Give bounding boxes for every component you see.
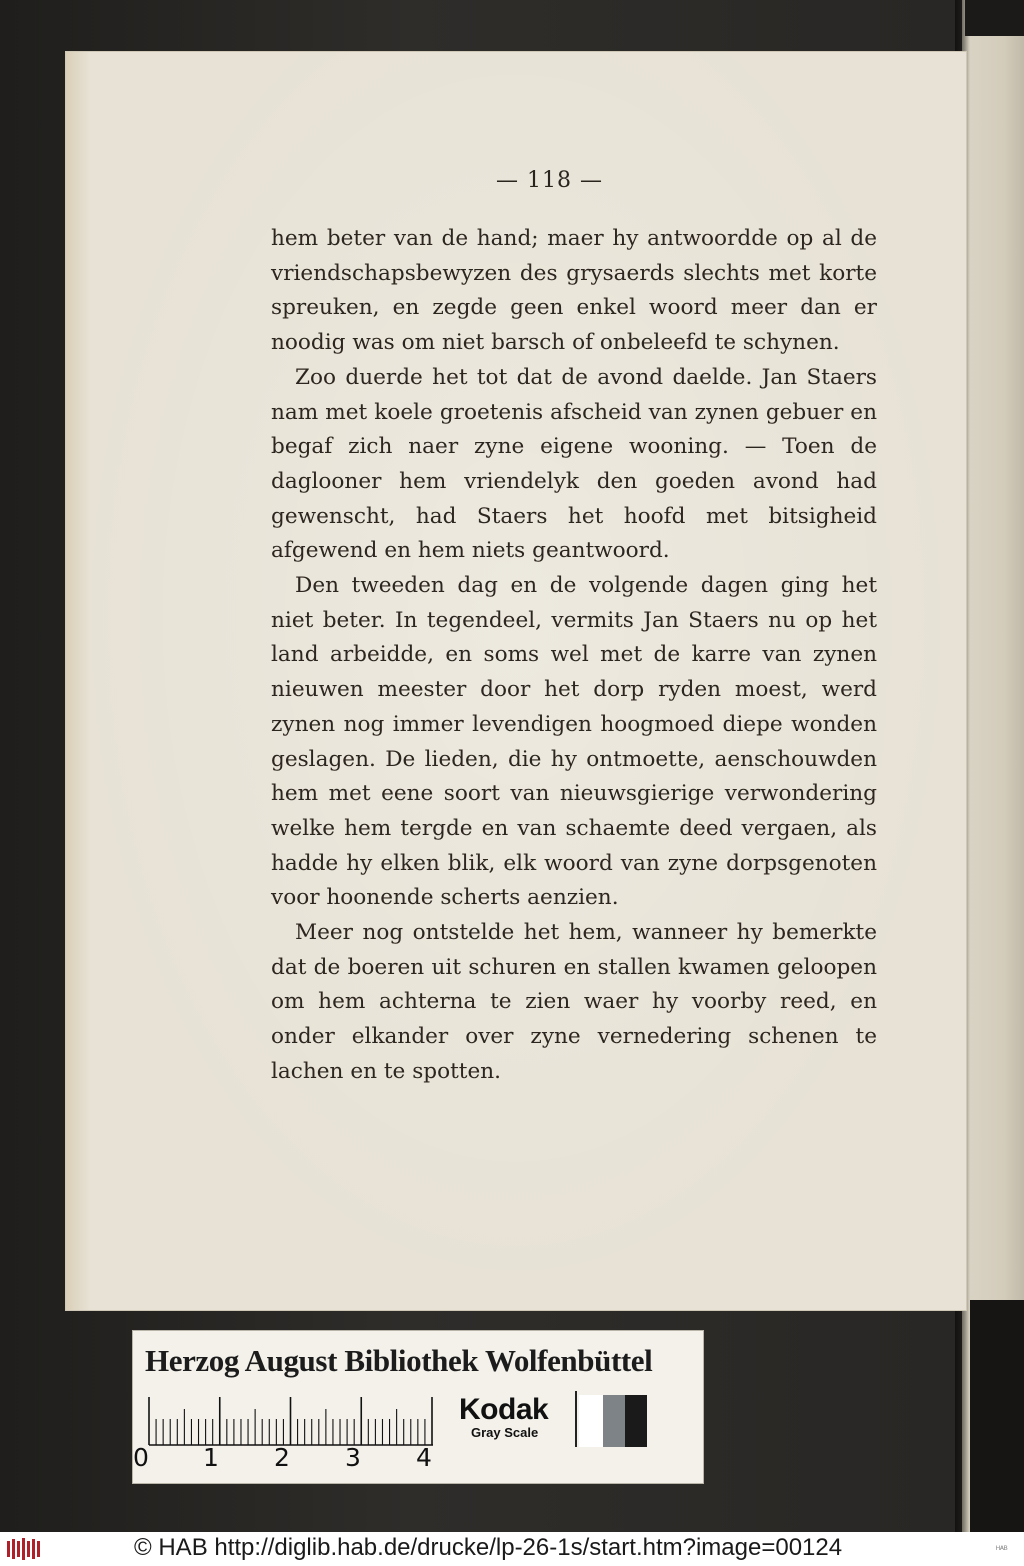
copyright-url[interactable]: © HAB http://diglib.hab.de/drucke/lp-26-1s/start.htm?image=00124 xyxy=(134,1534,843,1561)
page-body-text xyxy=(271,222,877,1090)
ruler-label: 3 xyxy=(345,1443,361,1472)
gray-patch xyxy=(603,1395,625,1447)
kodak-subtitle: Gray Scale xyxy=(471,1425,539,1440)
footer-bar xyxy=(0,1532,1024,1566)
gray-scale-patches xyxy=(573,1391,653,1451)
book-page xyxy=(66,52,966,1310)
paragraph: hem beter van de hand; maer hy antwoordde op al de vriendschapsbewyzen des grysaerds slechts met korte spreuken, en zegde geen enkel woord meer dan er noodig was om niet barsch of onbeleefd te schynen. xyxy=(271,226,877,356)
paragraph: Zoo duerde het tot dat de avond daelde. Jan Staers nam met koele groetenis afscheid van zynen gebuer en begaf zich naer zyne eigene wooning. — Toen de daglooner hem vriendelyk den goeden avond had gewenscht, had Staers het hoofd met bitsigheid afgewend en hem niets geantwoord. xyxy=(271,364,877,564)
ruler-label: 0 xyxy=(133,1443,149,1472)
gray-patch xyxy=(625,1395,647,1447)
library-name: Herzog August Bibliothek Wolfenbüttel xyxy=(145,1343,653,1378)
gray-patch xyxy=(579,1395,603,1447)
ruler-label: 2 xyxy=(274,1443,290,1472)
paragraph: Den tweeden dag en de volgende dagen ging het niet beter. In tegendeel, vermits Jan Staers nu op het land arbeidde, en soms wel met de karre van zynen nieuwen meester door het dorp ryden moest, werd zynen nog immer levendigen hoogmoed diepe wonden geslagen. De lieden, die hy ontmoette, aenschouwden hem met eene soort van nieuwsgierige verwondering welke hem tergde en van schaemte deed vergaen, als hadde hy elken blik, elk woord van zyne dorpsgenoten voor hoonende scherts aenzien. xyxy=(271,573,877,911)
footer-mark: ᴴᴬᴮ xyxy=(996,1544,1008,1554)
ruler-scale-icon xyxy=(147,1389,447,1449)
book-clip-top xyxy=(965,0,1024,36)
page-number: — 118 — xyxy=(496,168,603,193)
ruler-label: 4 xyxy=(416,1443,432,1472)
hab-logo-icon xyxy=(6,1537,46,1561)
kodak-logo: Kodak xyxy=(459,1393,549,1426)
book-clip-bottom xyxy=(970,1300,1024,1532)
ruler-labels xyxy=(133,1443,453,1473)
ruler-label: 1 xyxy=(203,1443,219,1472)
paragraph: Meer nog ontstelde het hem, wanneer hy bemerkte dat de boeren uit schuren en stallen kwamen geloopen om hem achterna te zien waer hy voorby reed, en onder elkander over zyne vernedering schenen te lachen en te spotten. xyxy=(271,920,877,1084)
library-scale-card xyxy=(132,1330,704,1484)
